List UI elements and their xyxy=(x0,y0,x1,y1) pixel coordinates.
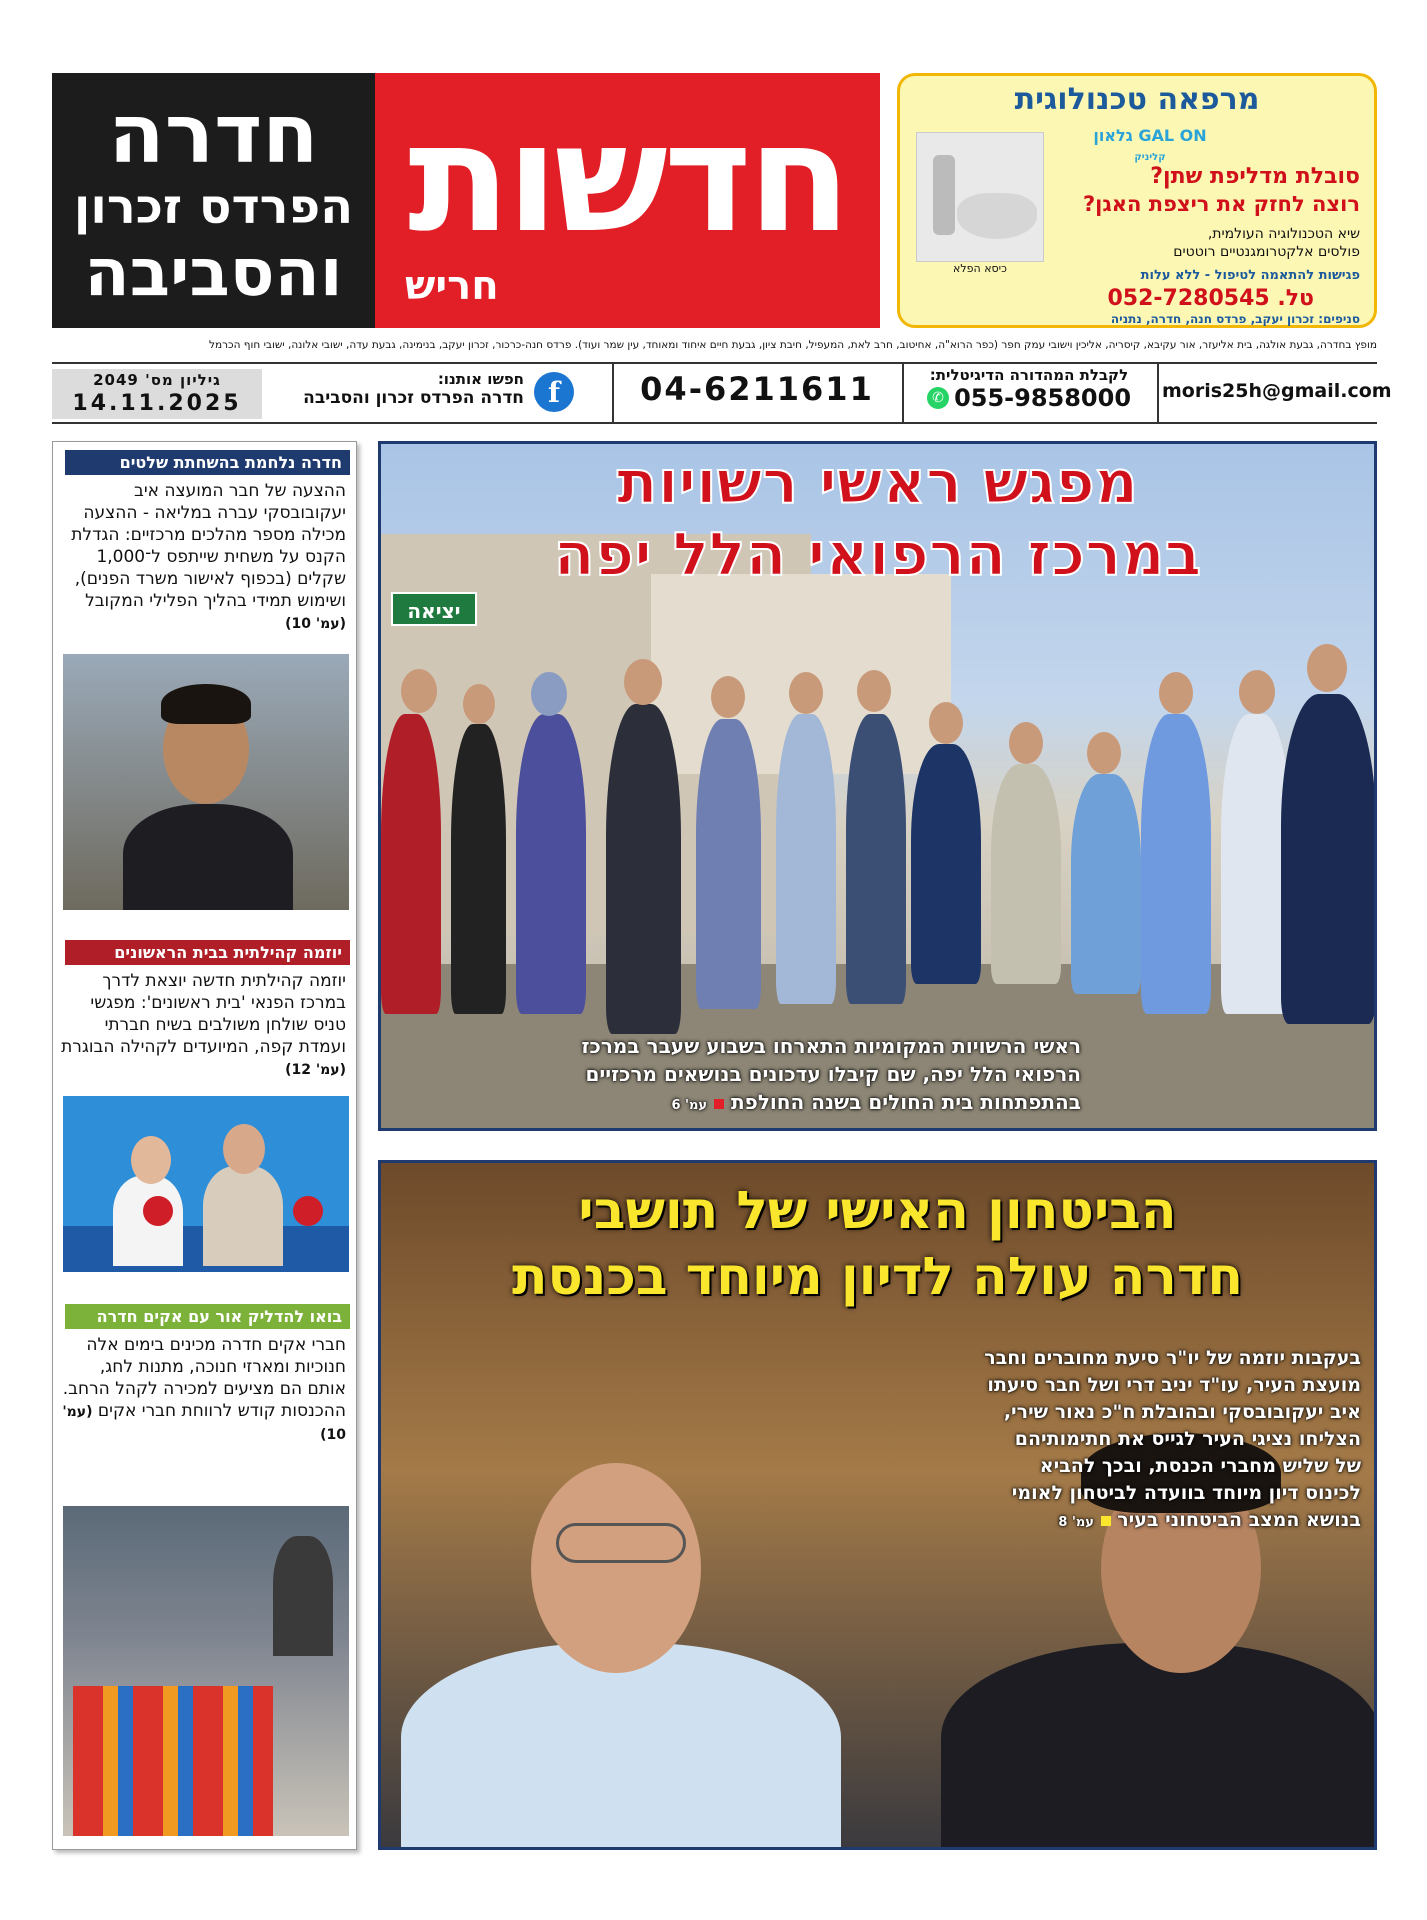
distribution-line: מופץ בחדרה, גבעת אולגה, בית אליעזר, אור עקיבא, קיסריה, אליכין וישובי עמק חפר (כפר הרוא"ה, אחיטוב, חרב לאת, המעפיל, חיבת ציון, גבעת חיים איחוד ומאוחד, עין שמר ועוד). פרדס חנה-כרכור, זכרון יעקב, בנימינה, גבעת עדה, ישובי אלונה, ישובי חוף הכרמל xyxy=(209,339,1377,351)
paper-name: חדשות xyxy=(408,91,847,266)
ad-question-1: סובלת מדליפת שתן? xyxy=(1150,164,1360,189)
side-text-2 xyxy=(61,970,346,1081)
body-line-3: איב יעקובובסקי ובהובלת ח"כ נאור שירי, xyxy=(1003,1401,1361,1423)
paper-logo xyxy=(375,73,880,328)
info-bar xyxy=(52,362,1392,424)
side-photo-2 xyxy=(63,1096,349,1272)
second-headline-1: הביטחון האישי של תושבי xyxy=(578,1181,1177,1241)
side-body-2: יוזמה קהילתית חדשה יוצאת לדרך במרכז הפנאי 'בית ראשונים': מפגשי טניס שולחן משולבים בשיח חברתי ועמדת קפה, המיועדים לקהילה הבוגרת xyxy=(61,971,346,1057)
main-headline-1: מפגש ראשי רשויות xyxy=(616,448,1139,518)
main-headline-2: במרכז הרפואי הלל יפה xyxy=(553,520,1202,590)
email[interactable]: moris25h@gmail.com xyxy=(1162,380,1392,402)
main-story-2[interactable] xyxy=(378,1160,1377,1850)
side-text-1 xyxy=(61,480,346,635)
facebook-icon[interactable]: f xyxy=(534,372,574,412)
issue-date: 14.11.2025 xyxy=(72,391,242,416)
body-line-5: של שליש מחברי הכנסת, ובכך להביא xyxy=(1039,1455,1361,1477)
issue-box xyxy=(52,369,262,419)
ad-line-1: שיא הטכנולוגיה העולמית, xyxy=(1207,226,1360,242)
issue-number: גיליון מס' 2049 xyxy=(93,371,221,389)
paper-sub: חריש xyxy=(405,262,499,309)
ad-phone[interactable]: טל. 052-7280545 xyxy=(1107,286,1314,311)
person-left xyxy=(401,1643,841,1850)
ad-title: מרפאה טכנולוגית xyxy=(1014,82,1260,117)
phone-number[interactable]: 04-6211611 xyxy=(640,370,874,408)
second-pageref[interactable]: עמ' 8 xyxy=(1058,1515,1094,1530)
facebook-block[interactable] xyxy=(274,370,574,408)
caption-line-3: בהתפתחות בית החולים בשנה החולפת xyxy=(731,1090,1081,1114)
exit-sign: יציאה xyxy=(391,592,477,626)
person-right xyxy=(941,1643,1377,1850)
side-pageref-1[interactable]: (עמ' 10) xyxy=(285,616,346,632)
side-body-3: חברי אקים חדרה מכינים בימים אלה חנוכיות ומארזי חנוכה, מתנות לחג, אותם הם מציעים למכירה לקהל הרחב. ההכנסות קודש לרווחת חברי אקים xyxy=(62,1335,346,1421)
ad-question-2: רוצה לחזק את ריצפת האגן? xyxy=(1082,192,1360,216)
caption-line-2: הרפואי הלל יפה, שם קיבלו עדכונים בנושאים מרכזיים xyxy=(585,1062,1081,1086)
side-title-3[interactable]: בואו להדליק אור עם אקים חדרה xyxy=(65,1304,350,1329)
chair-label: כיסא הפלא xyxy=(953,262,1007,275)
region-title-block xyxy=(52,73,375,328)
ad-brand xyxy=(1080,126,1220,164)
clinic-ad[interactable] xyxy=(897,73,1377,328)
region-line-1: חדרה xyxy=(108,86,319,182)
body-line-4: הצליחו נציגי העיר לגייס את חתימותיהם xyxy=(1014,1428,1361,1450)
second-body xyxy=(721,1345,1361,1536)
chair-image xyxy=(916,132,1044,262)
body-line-1: בעקבות יוזמה של יו"ר סיעת מחוברים וחבר xyxy=(984,1347,1361,1369)
region-line-2: הפרדס זכרון xyxy=(73,178,354,235)
main-caption xyxy=(461,1032,1081,1120)
ad-branches: סניפים: זכרון יעקב, פרדס חנה, חדרה, נתניה xyxy=(1110,312,1360,326)
side-pageref-3[interactable]: (עמ' 10) xyxy=(62,1404,346,1443)
fb-label: חפשו אותנו: xyxy=(437,370,524,388)
side-body-1: ההצעה של חבר המועצה איב יעקובובסקי עברה במליאה - ההצעה מכילה מספר מהלכים מרכזיים: הגדלת הקנס על משחית שייתפס ל־1,000 שקלים (בכפוף לאישור משרד הפנים), ושימוש תמידי בהליך הפלילי המקובל xyxy=(71,481,346,611)
whatsapp-icon: ✆ xyxy=(927,387,949,409)
ad-brand-tag: קליניק xyxy=(1134,152,1166,163)
region-line-3: והסביבה xyxy=(84,233,343,311)
side-title-1[interactable]: חדרה נלחמת בהשחתת שלטים xyxy=(65,450,350,475)
caption-pageref[interactable]: עמ' 6 xyxy=(671,1098,708,1113)
ad-line-2: פולסים אלקטרומגנטיים רוטטים xyxy=(1173,244,1360,260)
ad-brand-heb: גלאון xyxy=(1093,126,1133,145)
body-line-7: בנושא המצב הביטחוני בעיר xyxy=(1117,1509,1361,1531)
ad-line-3: פגישות להתאמה לטיפול - ללא עלות xyxy=(1140,268,1360,283)
ad-brand-latin: GAL ON xyxy=(1138,126,1207,145)
sidebar xyxy=(52,441,357,1850)
main-story-1[interactable] xyxy=(378,441,1377,1131)
body-line-6: לכינוס דיון מיוחד בוועדה לביטחון לאומי xyxy=(1011,1482,1361,1504)
side-photo-3 xyxy=(63,1506,349,1836)
side-text-3 xyxy=(61,1334,346,1446)
digital-label: לקבלת המהדורה הדיגיטלית: xyxy=(929,366,1129,384)
whatsapp-number[interactable]: 055-9858000 xyxy=(954,384,1132,412)
digital-edition-block[interactable] xyxy=(904,366,1154,412)
side-pageref-2[interactable]: (עמ' 12) xyxy=(285,1062,346,1078)
second-headline-2: חדרה עולה לדיון מיוחד בכנסת xyxy=(511,1247,1244,1307)
caption-line-1: ראשי הרשויות המקומיות התארחו בשבוע שעבר במרכז xyxy=(581,1034,1081,1058)
side-photo-1 xyxy=(63,654,349,910)
side-title-2[interactable]: יוזמה קהילתית בבית הראשונים xyxy=(65,940,350,965)
body-line-2: מועצת העיר, עו"ד יניב דרי ושל חבר סיעתו xyxy=(987,1374,1361,1396)
fb-name: חדרה הפרדס זכרון והסביבה xyxy=(303,388,524,408)
